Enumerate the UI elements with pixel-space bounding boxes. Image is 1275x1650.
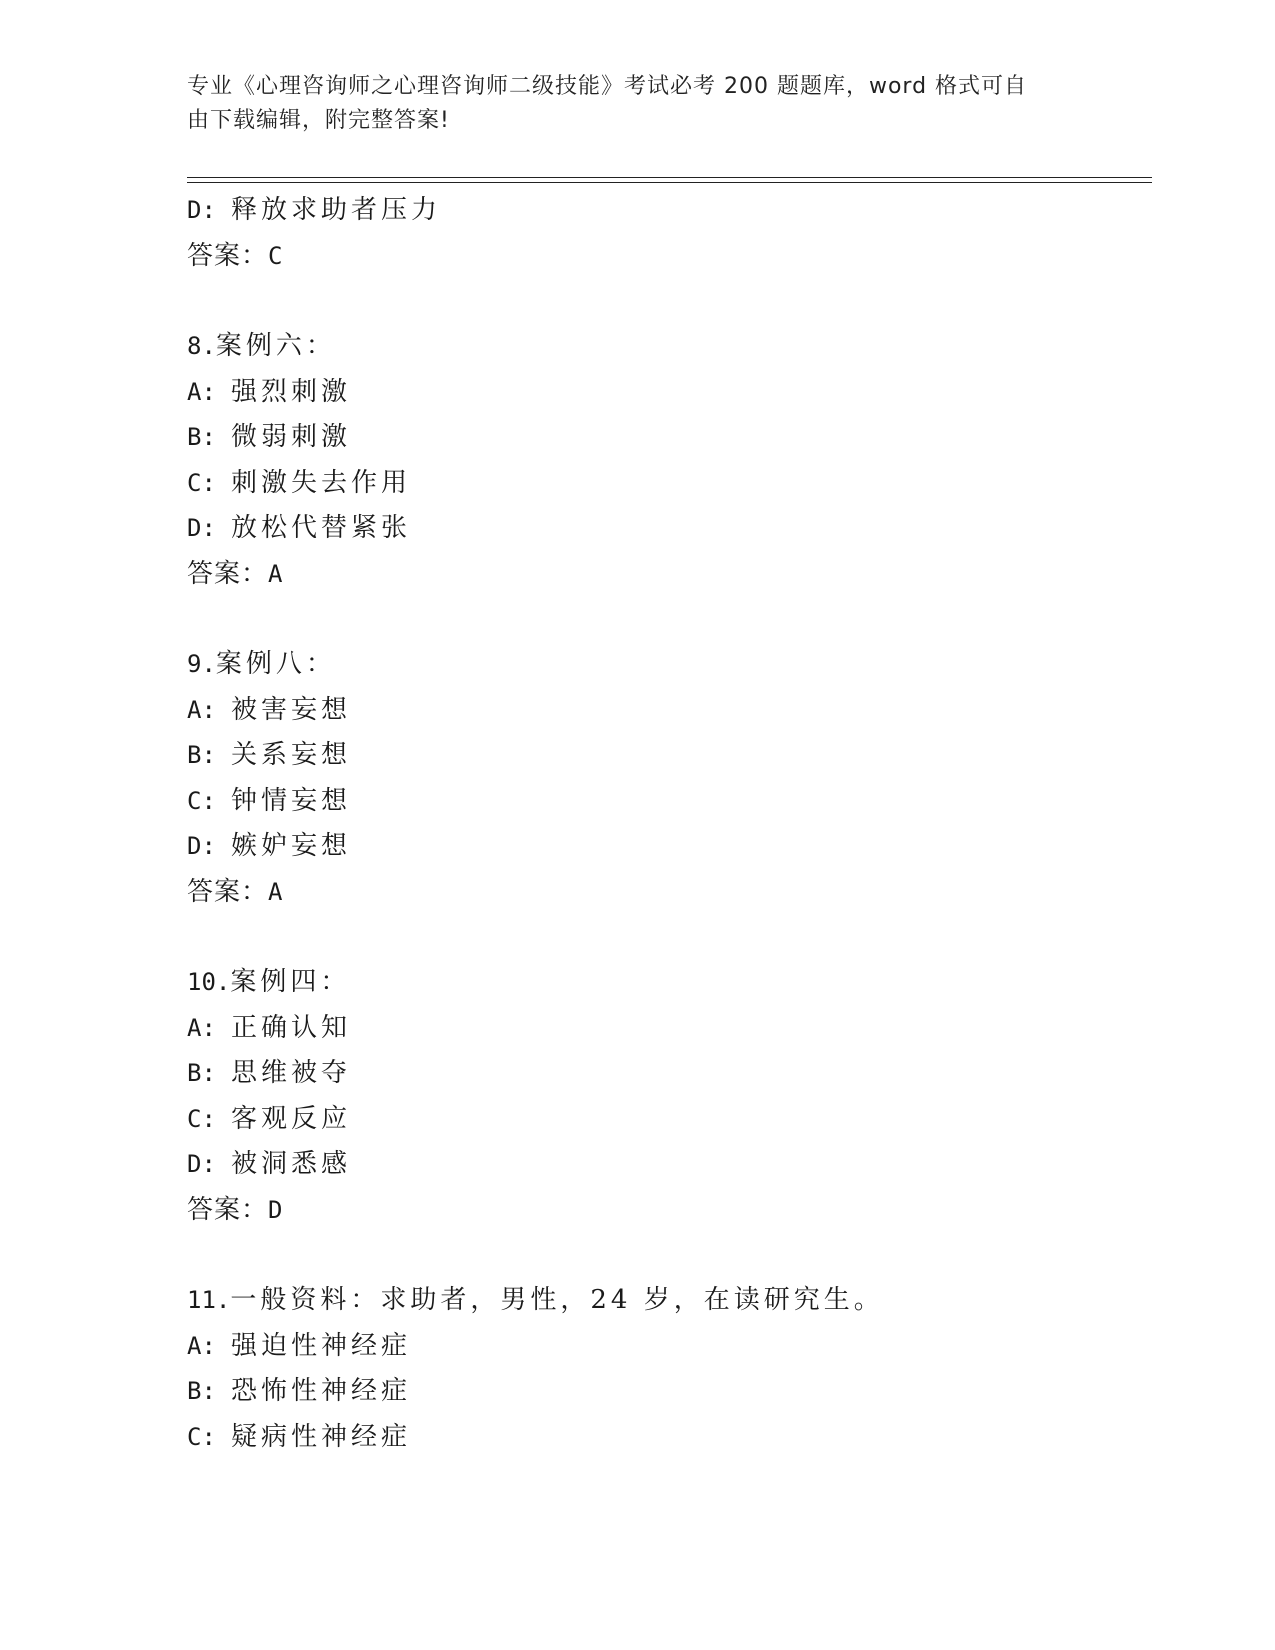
option-a (187, 1324, 1147, 1370)
option-b (187, 1051, 1147, 1097)
option-c (187, 1097, 1147, 1143)
option-text: 关系妄想 (231, 740, 352, 770)
option-letter: D: (187, 196, 216, 224)
option-d (187, 506, 1147, 552)
option-b (187, 415, 1147, 461)
option-letter: B: (187, 423, 216, 451)
option-text: 客观反应 (231, 1103, 352, 1134)
spacer (187, 915, 1147, 960)
option-c (187, 461, 1147, 507)
option-text: 刺激失去作用 (231, 467, 412, 498)
option-text: 放松代替紧张 (231, 513, 412, 543)
answer-value: C (268, 241, 284, 270)
answer-line (187, 1188, 1147, 1234)
option-letter: C: (187, 1422, 216, 1451)
option-text: 微弱刺激 (231, 422, 352, 452)
option-d (187, 824, 1147, 870)
option-text: 释放求助者压力 (231, 195, 442, 225)
option-d (187, 188, 1147, 234)
option-letter: C: (187, 786, 216, 815)
option-a (187, 688, 1147, 734)
question-number: 8. (187, 332, 216, 360)
answer-label: 答案： (187, 240, 269, 271)
option-letter: D: (187, 1150, 216, 1178)
question-text: 案例四： (230, 967, 351, 997)
option-text: 思维被夺 (231, 1058, 352, 1088)
spacer (187, 279, 1147, 324)
question-title (187, 324, 1147, 370)
option-letter: A: (187, 1013, 216, 1042)
option-text: 嫉妒妄想 (231, 831, 352, 861)
header-line-1: 专业《心理咨询师之心理咨询师二级技能》考试必考 200 题题库，word 格式可自 (187, 74, 1028, 99)
question-number: 9. (187, 650, 216, 678)
spacer (187, 1233, 1147, 1278)
option-c (187, 1415, 1147, 1461)
answer-value: D (268, 1195, 284, 1224)
question-text: 案例八： (215, 649, 336, 679)
option-letter: B: (187, 741, 216, 769)
option-a (187, 1006, 1147, 1052)
option-letter: A: (187, 1331, 216, 1360)
option-a (187, 370, 1147, 416)
option-d (187, 1142, 1147, 1188)
question-text: 案例六： (215, 331, 336, 361)
option-text: 疑病性神经症 (231, 1421, 412, 1452)
option-letter: D: (187, 514, 216, 542)
answer-label: 答案： (187, 1194, 269, 1225)
header-divider-bottom (187, 182, 1152, 183)
option-text: 钟情妄想 (231, 785, 352, 816)
question-number: 10. (187, 968, 231, 996)
answer-line (187, 870, 1147, 916)
option-text: 正确认知 (231, 1012, 352, 1043)
header-line-2: 由下载编辑，附完整答案! (187, 108, 450, 133)
question-number: 11. (187, 1286, 231, 1314)
option-c (187, 779, 1147, 825)
option-text: 被洞悉感 (231, 1149, 352, 1179)
option-b (187, 1369, 1147, 1415)
answer-label: 答案： (187, 876, 269, 907)
question-title (187, 960, 1147, 1006)
option-letter: C: (187, 1104, 216, 1133)
option-text: 被害妄想 (231, 694, 352, 725)
answer-line (187, 552, 1147, 598)
option-letter: C: (187, 468, 216, 497)
option-b (187, 733, 1147, 779)
header-divider-top (187, 177, 1152, 178)
option-letter: D: (187, 832, 216, 860)
option-text: 强迫性神经症 (231, 1330, 412, 1361)
answer-label: 答案： (187, 558, 269, 589)
question-title (187, 1278, 1147, 1324)
page-header (187, 70, 1087, 138)
option-text: 恐怖性神经症 (231, 1376, 412, 1406)
option-letter: B: (187, 1059, 216, 1087)
question-list (187, 188, 1147, 1460)
question-title (187, 642, 1147, 688)
option-letter: A: (187, 695, 216, 724)
answer-line (187, 234, 1147, 280)
option-letter: B: (187, 1377, 216, 1405)
answer-value: A (268, 877, 284, 906)
answer-value: A (268, 559, 284, 588)
option-letter: A: (187, 377, 216, 406)
option-text: 强烈刺激 (231, 376, 352, 407)
spacer (187, 597, 1147, 642)
question-text: 一般资料：求助者，男性，24 岁，在读研究生。 (230, 1285, 884, 1315)
